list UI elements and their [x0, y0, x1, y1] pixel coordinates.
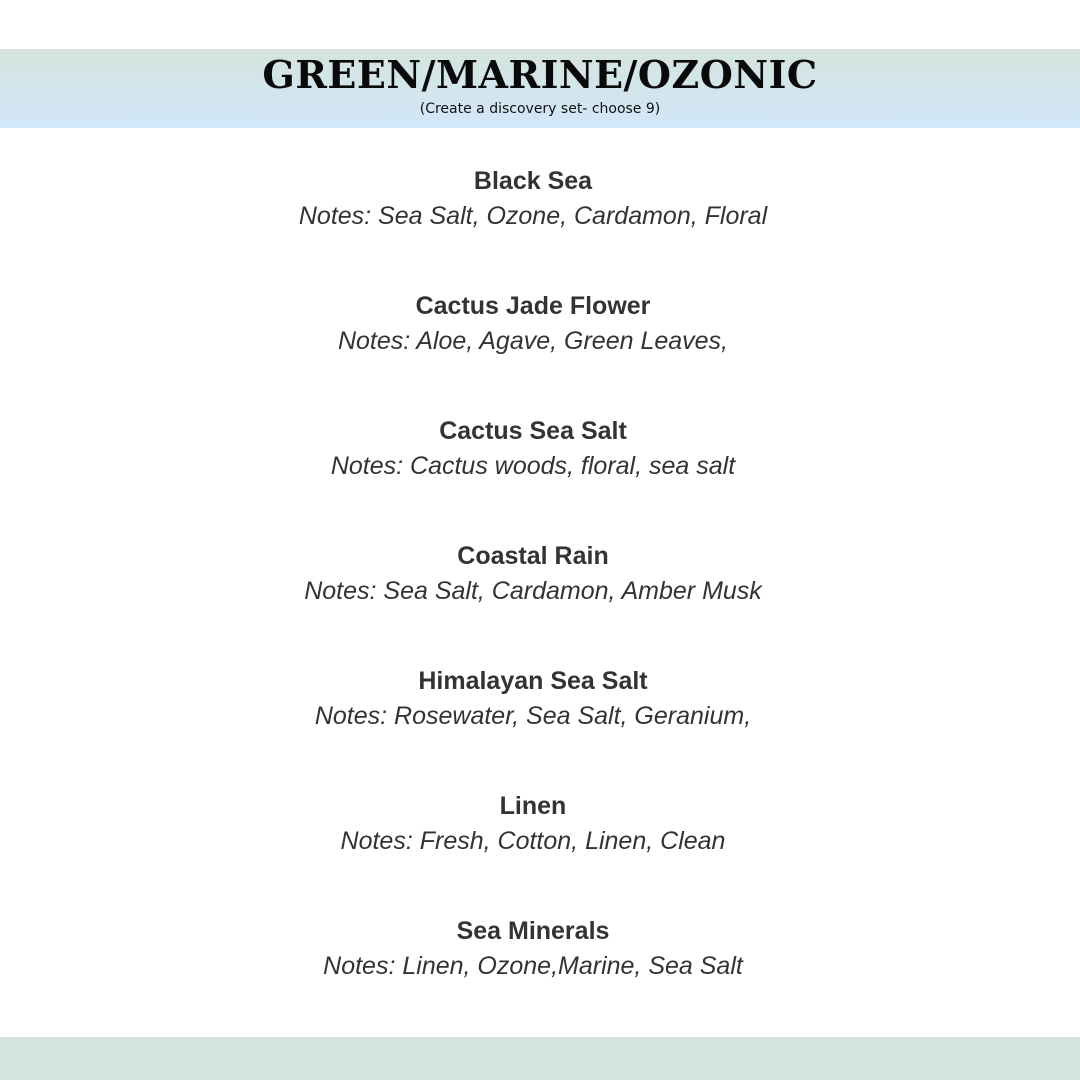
- scent-notes: Notes: Sea Salt, Ozone, Cardamon, Floral: [298, 202, 768, 230]
- footer-band: [0, 1037, 1080, 1080]
- scent-name: Himalayan Sea Salt: [418, 667, 648, 695]
- scent-item-black-sea: [0, 164, 1080, 289]
- scent-notes: Notes: Aloe, Agave, Green Leaves,: [337, 327, 729, 355]
- page-title: GREEN/MARINE/OZONIC: [262, 52, 818, 97]
- scent-item-cactus-sea-salt: [0, 414, 1080, 539]
- scent-list: [0, 164, 1080, 1039]
- scent-name: Linen: [499, 792, 567, 820]
- scent-item-cactus-jade-flower: [0, 289, 1080, 414]
- scent-item-sea-minerals: [0, 914, 1080, 1039]
- scent-notes: Notes: Fresh, Cotton, Linen, Clean: [340, 827, 726, 855]
- scent-name: Cactus Sea Salt: [439, 417, 627, 445]
- scent-name: Coastal Rain: [457, 542, 609, 570]
- page-subtitle: (Create a discovery set- choose 9): [419, 101, 661, 117]
- scent-notes: Notes: Linen, Ozone,Marine, Sea Salt: [323, 952, 743, 980]
- scent-notes: Notes: Rosewater, Sea Salt, Geranium,: [314, 702, 752, 730]
- scent-item-linen: [0, 789, 1080, 914]
- scent-name: Cactus Jade Flower: [415, 292, 651, 320]
- scent-notes: Notes: Sea Salt, Cardamon, Amber Musk: [304, 577, 762, 605]
- scent-item-himalayan-sea-salt: [0, 664, 1080, 789]
- scent-notes: Notes: Cactus woods, floral, sea salt: [330, 452, 736, 480]
- scent-name: Black Sea: [473, 167, 593, 195]
- scent-item-coastal-rain: [0, 539, 1080, 664]
- scent-name: Sea Minerals: [456, 917, 610, 945]
